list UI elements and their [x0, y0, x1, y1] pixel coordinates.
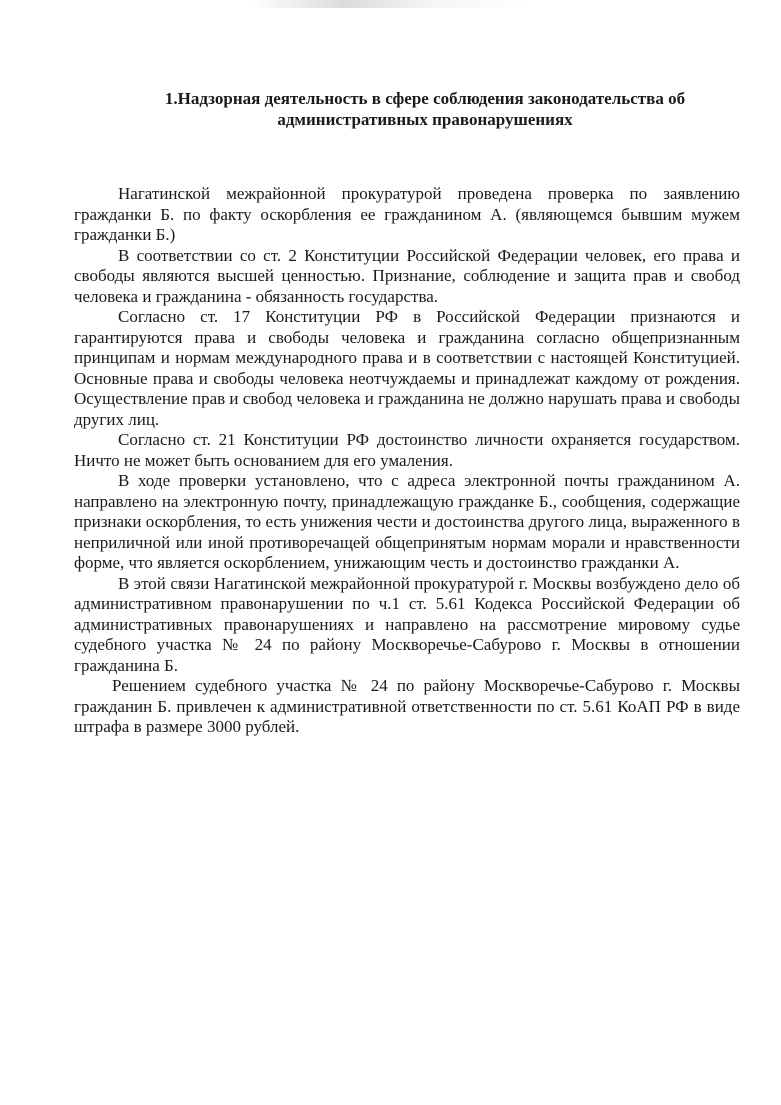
paragraph-2: В соответствии со ст. 2 Конституции Российской Федерации человек, его права и свободы являются высшей ценностью. Признание, соблюдение и защита прав и свобод человека и гражданина - обязанность государства. — [74, 245, 740, 306]
document-title: 1.Надзорная деятельность в сфере соблюдения законодательства об административных правонарушениях — [164, 89, 686, 129]
paragraph-4: Согласно ст. 21 Конституции РФ достоинство личности охраняется государством. Ничто не может быть основанием для его умаления. — [74, 430, 740, 470]
scan-artifact — [250, 0, 530, 8]
paragraph-3: Согласно ст. 17 Конституции РФ в Российской Федерации признаются и гарантируются права и свободы человека и гражданина согласно общепризнанным принципам и нормам международного права и в соответствии с настоящей Конституцией. Основные права и свободы человека неотчуждаемы и принадлежат каждому от рождения. Осуществление прав и свобод человека и гражданина не должно нарушать права и свободы других лиц. — [74, 307, 740, 429]
paragraph-7: Решением судебного участка № 24 по району Москворечье-Сабурово г. Москвы гражданин Б. привлечен к административной ответственности по ст. 5.61 КоАП РФ в виде штрафа в размере 3000 рублей. — [74, 676, 740, 736]
paragraph-1: Нагатинской межрайонной прокуратурой проведена проверка по заявлению гражданки Б. по факту оскорбления ее гражданином А. (являющемся бывшим мужем гражданки Б.) — [74, 184, 740, 244]
paragraph-6: В этой связи Нагатинской межрайонной прокуратурой г. Москвы возбуждено дело об административном правонарушении по ч.1 ст. 5.61 Кодекса Российской Федерации об административных правонарушениях и направлено на рассмотрение мировому судье судебного участка № 24 по району Москворечье-Сабурово г. Москвы в отношении гражданина Б. — [74, 573, 740, 675]
paragraph-5: В ходе проверки установлено, что с адреса электронной почты гражданином А. направлено на электронную почту, принадлежащую гражданке Б., сообщения, содержащие признаки оскорбления, то есть унижения чести и достоинства другого лица, выраженного в неприличной или иной противоречащей общепринятым нормам морали и нравственности форме, что является оскорблением, унижающим честь и достоинство гражданки А. — [74, 471, 740, 572]
document-page — [74, 88, 740, 738]
